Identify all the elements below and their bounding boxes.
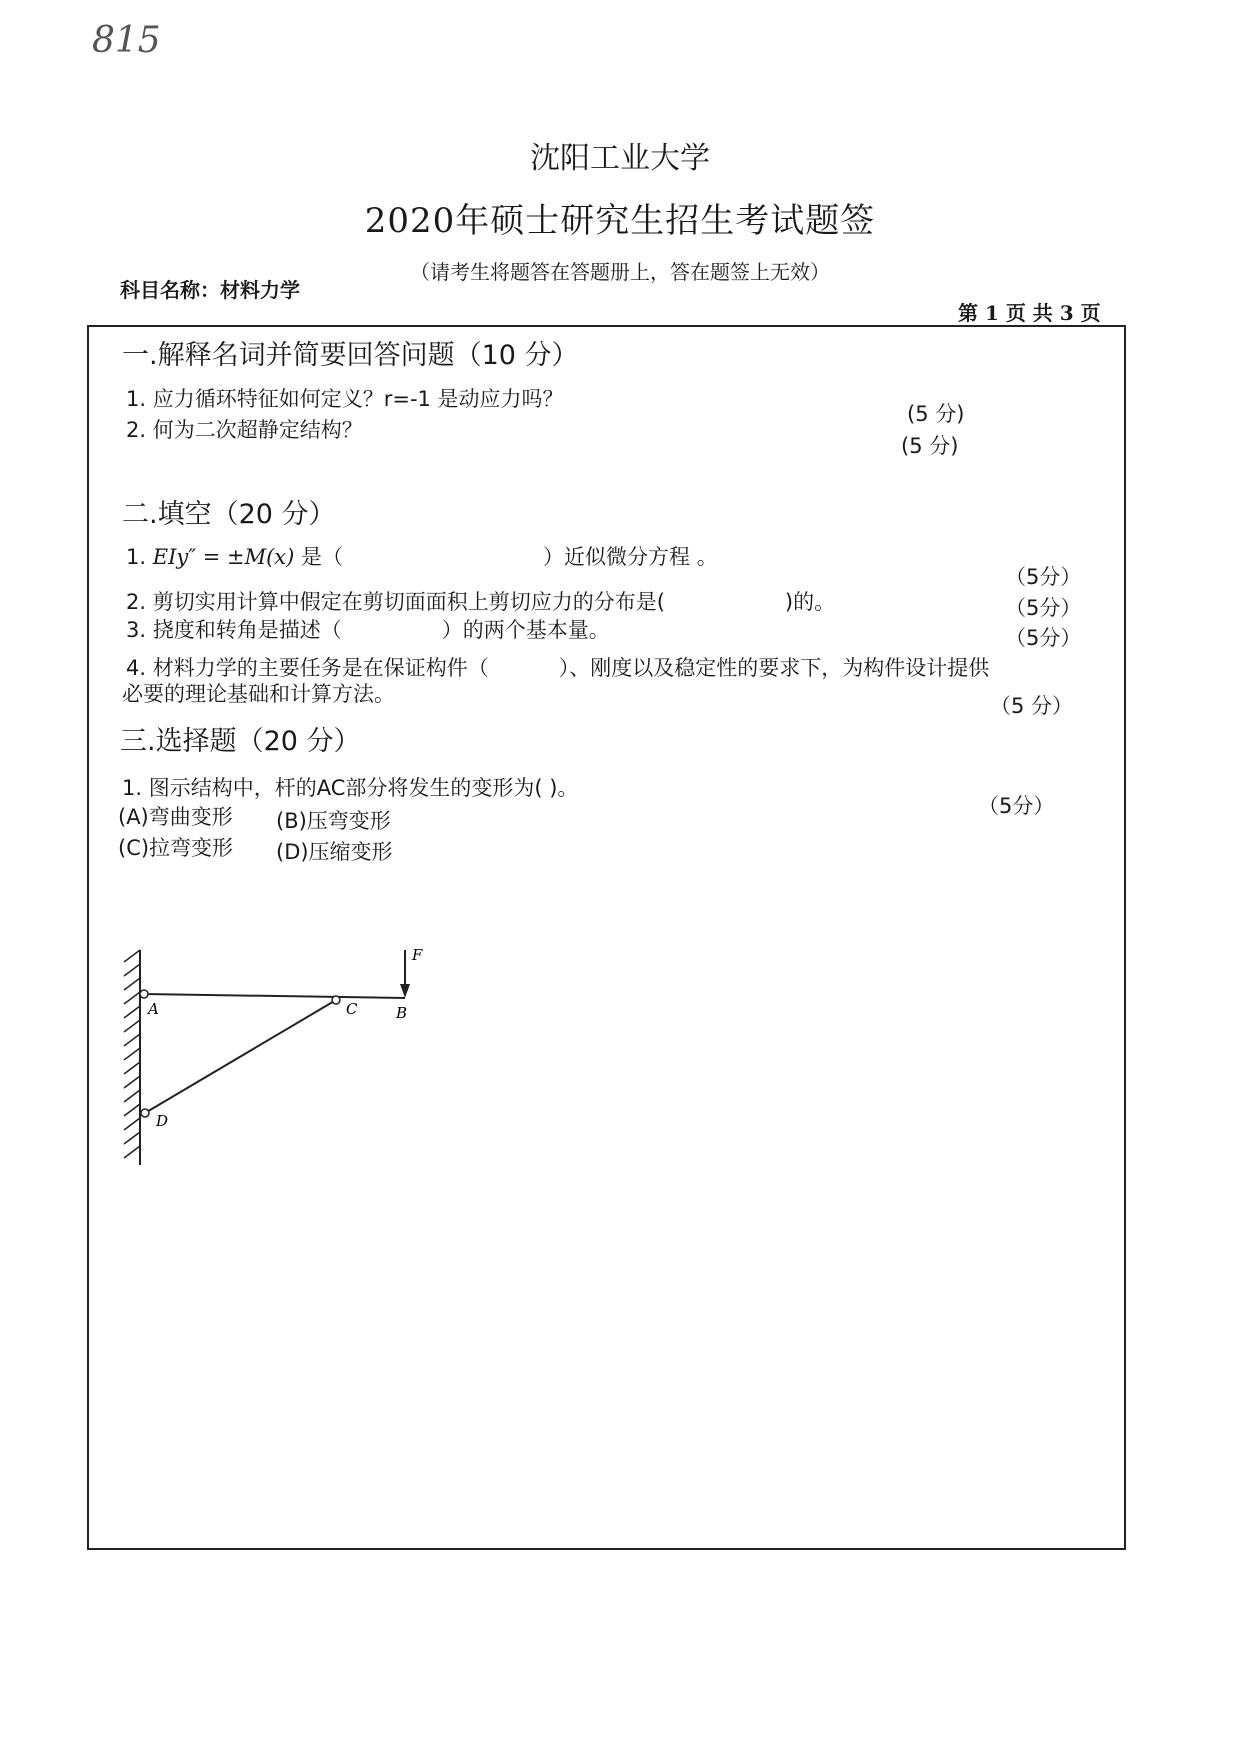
fill-question-3-points: （5分）: [1005, 626, 1082, 650]
wall-hatching: [124, 950, 140, 1158]
section2-heading: 二.填空（20 分）: [122, 499, 336, 530]
pin-a: [140, 990, 148, 998]
subject-name: 科目名称：材料力学: [120, 278, 300, 302]
section1-question-1: 1. 应力循环特征如何定义？r=-1 是动应力吗？: [126, 387, 564, 411]
section1-question-2-points: (5 分): [901, 434, 959, 458]
label-a: A: [148, 1000, 159, 1018]
fill-question-1-number: 1.: [126, 545, 147, 569]
option-d: (D)压缩变形: [276, 840, 393, 864]
beam-ab: [144, 994, 405, 998]
exam-title: 2020年硕士研究生招生考试题签: [364, 201, 876, 241]
force-arrow-head: [400, 984, 410, 998]
fill-question-2: [126, 586, 835, 616]
fill-question-4-pre: 4. 材料力学的主要任务是在保证构件（: [126, 656, 489, 680]
label-f: F: [412, 946, 423, 964]
section1-question-2: 2. 何为二次超静定结构？: [126, 418, 363, 442]
option-c: (C)拉弯变形: [118, 836, 234, 860]
deflection-equation: EIy″ = ±M(x): [152, 545, 295, 569]
option-a: (A)弯曲变形: [118, 805, 233, 829]
fill-question-4-line2: 必要的理论基础和计算方法。: [122, 682, 395, 706]
fill-question-4-points: （5 分）: [990, 694, 1074, 718]
pin-c: [332, 996, 340, 1004]
choice-question-1-points: （5分）: [978, 794, 1055, 818]
label-b: B: [396, 1004, 408, 1022]
fill-question-4-post: ）、刚度以及稳定性的要求下，为构件设计提供: [558, 656, 990, 680]
fill-question-1: [126, 541, 718, 571]
structure-diagram: [120, 940, 440, 1180]
section1-heading: 一.解释名词并简要回答问题（10 分）: [122, 340, 579, 371]
fill-question-3-post: ）的两个基本量。: [441, 618, 610, 642]
fill-question-2-text: 2. 剪切实用计算中假定在剪切面面积上剪切应力的分布是(: [126, 590, 665, 614]
handwritten-code: 815: [92, 20, 161, 61]
instruction-note: （请考生将题答在答题册上，答在题签上无效）: [410, 260, 830, 284]
fill-question-3-text: 3. 挠度和转角是描述（: [126, 618, 342, 642]
choice-question-1: 1. 图示结构中，杆的AC部分将发生的变形为( )。: [122, 776, 579, 800]
strut-dc: [145, 1000, 336, 1113]
option-b: (B)压弯变形: [276, 809, 391, 833]
university-name: 沈阳工业大学: [530, 141, 710, 176]
fill-question-3: [126, 614, 610, 644]
section3-heading: 三.选择题（20 分）: [120, 726, 361, 757]
fill-question-2-post: )的。: [784, 590, 836, 614]
fill-question-2-points: （5分）: [1005, 596, 1082, 620]
page-info: 第 1 页 共 3 页: [958, 301, 1101, 325]
label-d: D: [156, 1112, 169, 1130]
label-c: C: [346, 1000, 358, 1018]
fill-question-1-post: ）近似微分方程 。: [543, 545, 718, 569]
pin-d: [141, 1109, 149, 1117]
section1-question-1-points: (5 分): [907, 402, 965, 426]
fill-question-1-points: （5分）: [1005, 565, 1082, 589]
fill-question-1-pre: 是（: [301, 545, 344, 569]
